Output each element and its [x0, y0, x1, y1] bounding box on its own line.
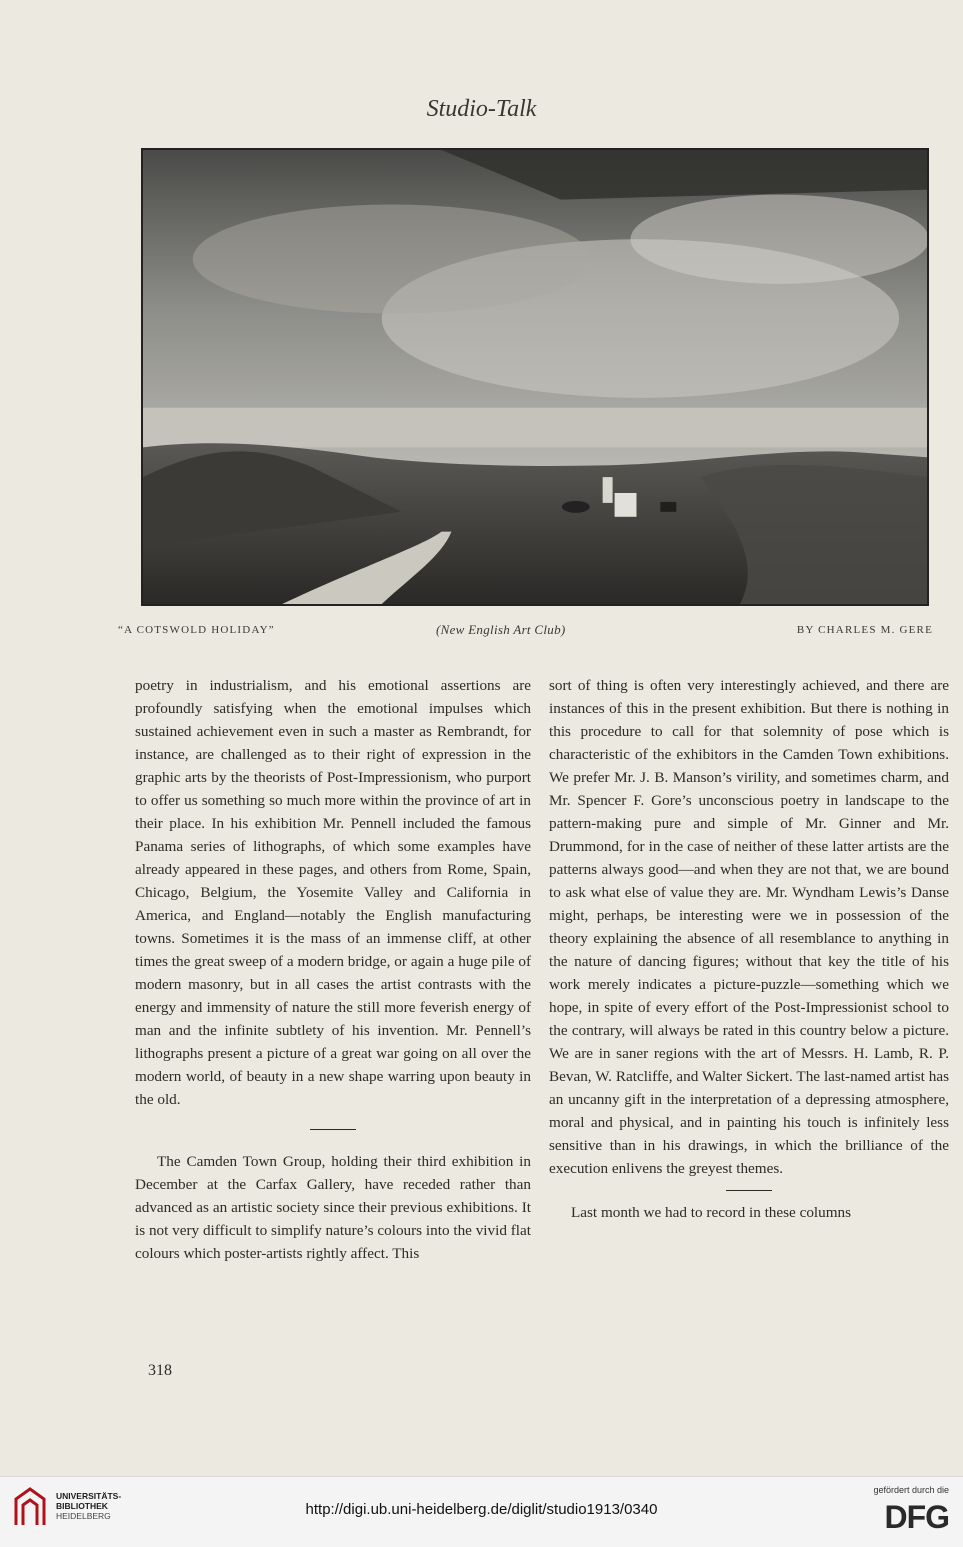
plate-caption [118, 622, 933, 640]
right-paragraph-1: sort of thing is often very interestingly achieved, and there are instances of this in the present exhibition. But there is nothing in this procedure to call for that solemnity of pose which is characteristic of the exhibitors in the Camden Town exhibitions. We prefer Mr. J. B. Manson’s virility, and sometimes charm, and Mr. Spencer F. Gore’s unconscious poetry in landscape to the pattern-making pure and simple of Mr. Ginner and Mr. Drummond, for in the case of neither of these latter artists are the patterns always good—and when they are not that, we are bound to ask what else of value they are. Mr. Wyndham Lewis’s Danse might, perhaps, be interesting were we in possession of the theory explaining the absence of all resemblance to anything in the nature of dancing figures; without that key the title of his work merely indicates a picture-puzzle—something which we hope, in spite of every effort of the Post-Impressionist school to the contrary, will always be rated in this country below a picture. We are in saner regions with the art of Messrs. H. Lamb, R. P. Bevan, W. Ratcliffe, and Walter Sickert. The last-named artist has an uncanny gift in the interpretation of a depressing atmosphere, moral and physical, and in painting his touch is infinitely less sensitive than in his drawings, in which the brilliance of the execution enlivens the greyest themes. [549, 677, 949, 1177]
library-name: UNIVERSITÄTS- BIBLIOTHEK HEIDELBERG [56, 1491, 122, 1521]
section-divider [310, 1129, 356, 1130]
right-column [549, 674, 949, 1224]
landscape-illustration [143, 150, 927, 604]
caption-exhibition: (New English Art Club) [436, 622, 566, 637]
funding-note: gefördert durch die [873, 1485, 949, 1495]
left-paragraph-2: The Camden Town Group, holding their third exhibition in December at the Carfax Gallery, have receded rather than advanced as an artistic society since their previous exhibitions. It is not very difficult to simplify nature’s colours into the vivid flat colours which poster-artists rightly affect. This [135, 1153, 531, 1262]
landscape-plate-image [141, 148, 929, 606]
caption-title: “A COTSWOLD HOLIDAY” [118, 624, 275, 636]
left-column [135, 674, 531, 1265]
dfg-logo: DFG [884, 1499, 949, 1535]
page-number: 318 [148, 1362, 172, 1379]
caption-artist: BY CHARLES M. GERE [796, 624, 933, 636]
section-divider [726, 1190, 772, 1191]
right-paragraph-2: Last month we had to record in these columns [571, 1204, 852, 1221]
digitization-footer [0, 1476, 963, 1547]
permalink-url[interactable]: http://digi.ub.uni-heidelberg.de/diglit/studio1913/0340 [305, 1501, 658, 1518]
left-paragraph-1: poetry in industrialism, and his emotional assertions are profoundly satisfying when the emotional impulses which sustained achievement even in such a master as Rembrandt, for instance, are challenged as to their right of expression in the graphic arts by the theorists of Post-Impressionism, who purport to offer us something so much more within the province of art in their place. In his exhibition Mr. Pennell included the famous Panama series of lithographs, of which some examples have already appeared in these pages, and others from Rome, Spain, Chicago, Belgium, the Yosemite Valley and California in America, and England—notably the English manufacturing towns. Sometimes it is the mass of an immense cliff, at other times the great sweep of a modern bridge, or again a huge pile of modern masonry, but in all cases the artist contrasts with the energy and immensity of nature the still more feverish energy of man and the infinite subtlety of his invention. Mr. Pennell’s lithographs present a picture of a great war going on all over the modern world, of beauty in a new shape warring upon beauty in the old. [135, 677, 531, 1108]
running-title: Studio-Talk [426, 96, 537, 122]
